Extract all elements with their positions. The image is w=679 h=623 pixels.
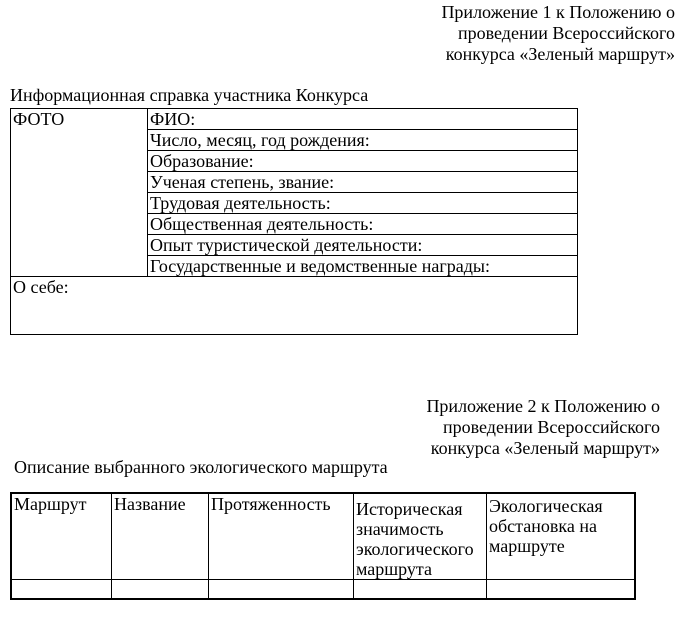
- route-table-header-row: [11, 493, 635, 580]
- header-length: Протяженность: [209, 493, 354, 580]
- name-cell[interactable]: [112, 580, 209, 600]
- header-ecological-situation: Экологическая обстановка на маршруте: [487, 493, 636, 580]
- route-description-table: [10, 492, 636, 600]
- header-name: Название: [112, 493, 209, 580]
- length-cell[interactable]: [209, 580, 354, 600]
- section2-heading: Описание выбранного экологического маршрута: [14, 457, 388, 477]
- participant-info-table: [10, 108, 578, 335]
- ecological-situation-cell[interactable]: [487, 580, 636, 600]
- appendix2-title-line-1: Приложение 2 к Положению о: [426, 396, 660, 416]
- field-tourism-experience[interactable]: Опыт туристической деятельности:: [148, 235, 578, 256]
- field-work[interactable]: Трудовая деятельность:: [148, 193, 578, 214]
- header-route: Маршрут: [11, 493, 112, 580]
- appendix1-title-line-2: проведении Всероссийского: [458, 23, 675, 43]
- historical-significance-cell[interactable]: [354, 580, 487, 600]
- field-awards[interactable]: Государственные и ведомственные награды:: [148, 256, 578, 277]
- appendix2-title: [426, 396, 660, 459]
- appendix1-title-line-3: конкурса «Зеленый маршрут»: [445, 44, 675, 64]
- field-birthdate[interactable]: Число, месяц, год рождения:: [148, 130, 578, 151]
- appendix1-title: [441, 2, 675, 65]
- field-fio[interactable]: ФИО:: [148, 109, 578, 130]
- appendix2-title-line-3: конкурса «Зеленый маршрут»: [430, 438, 660, 458]
- photo-cell[interactable]: ФОТО: [11, 109, 148, 277]
- table-row: [11, 109, 578, 130]
- appendix2-title-line-2: проведении Всероссийского: [443, 417, 660, 437]
- header-historical-significance: Историческая значимость экологического маршрута: [354, 493, 487, 580]
- section1-heading: Информационная справка участника Конкурса: [10, 85, 369, 105]
- appendix1-title-line-1: Приложение 1 к Положению о: [441, 2, 675, 22]
- route-table-empty-row: [11, 580, 635, 600]
- field-public-activity[interactable]: Общественная деятельность:: [148, 214, 578, 235]
- table-row: [11, 277, 578, 335]
- field-education[interactable]: Образование:: [148, 151, 578, 172]
- field-degree[interactable]: Ученая степень, звание:: [148, 172, 578, 193]
- route-cell[interactable]: [11, 580, 112, 600]
- field-about[interactable]: О себе:: [11, 277, 578, 335]
